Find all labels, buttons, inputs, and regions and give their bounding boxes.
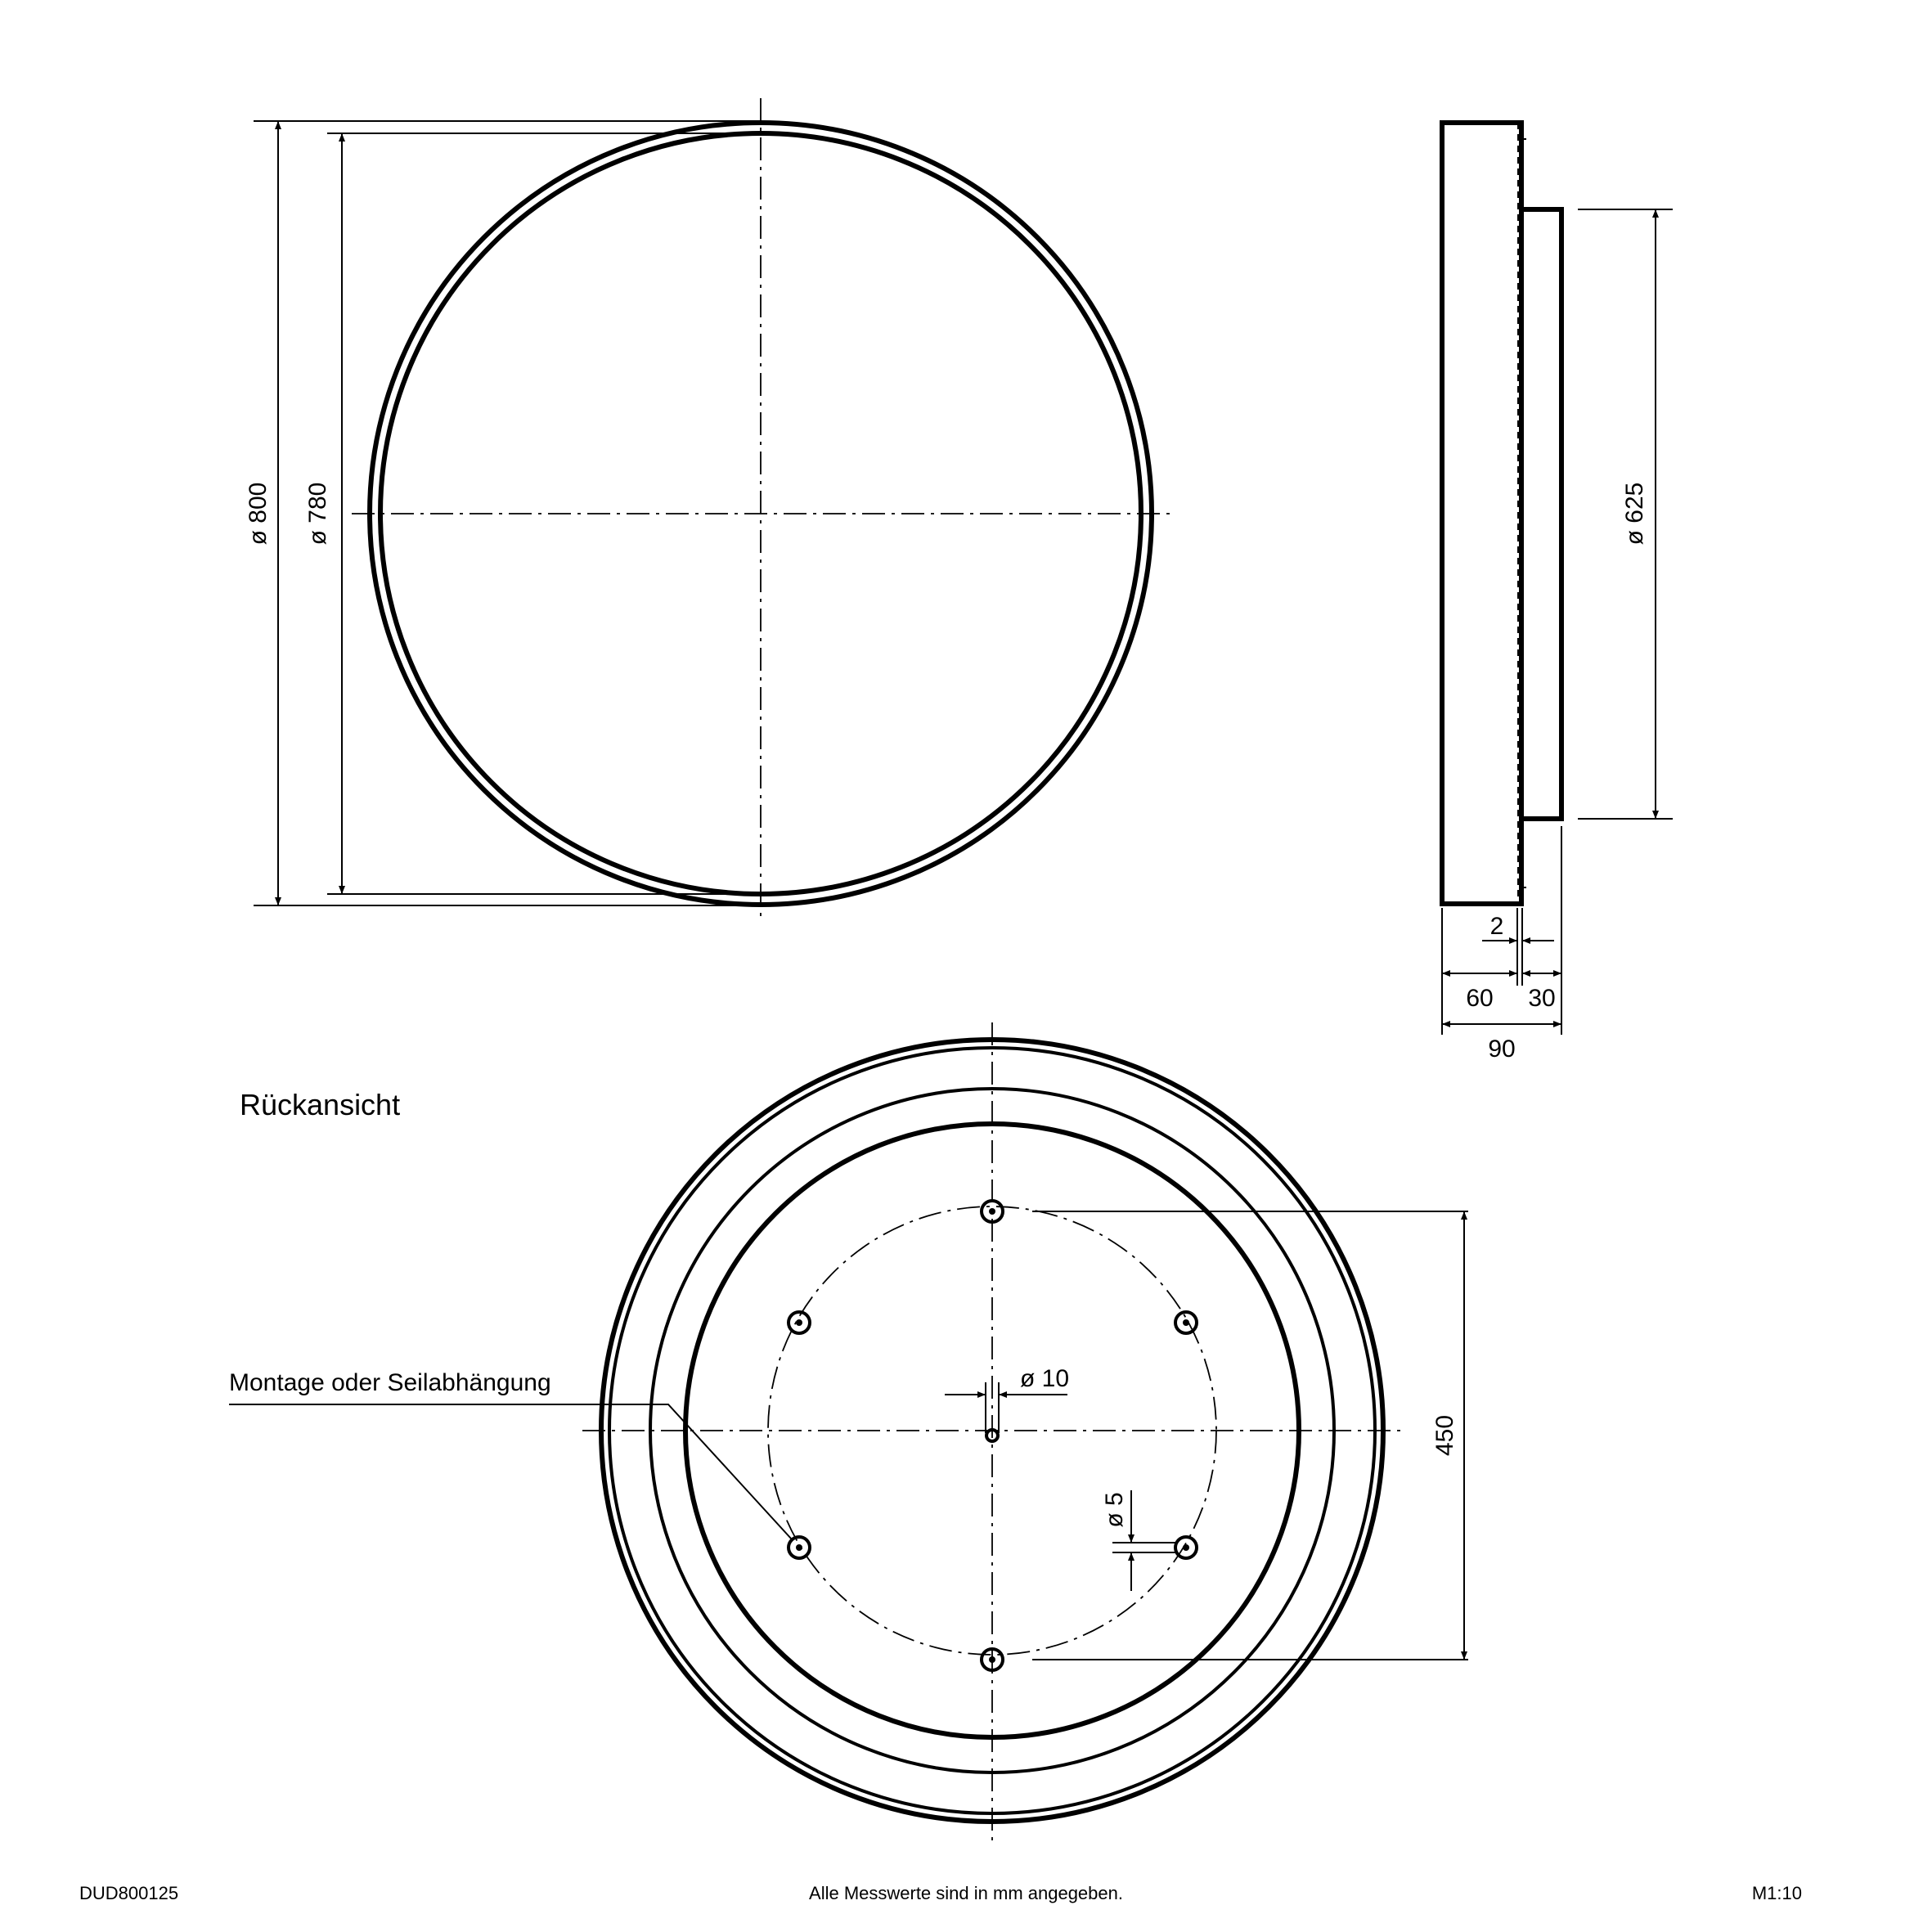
rear-view [229, 1022, 1468, 1840]
side-body-back [1521, 209, 1561, 819]
side-view [1442, 123, 1673, 1063]
dim-mount-hole-label: ø 5 [1101, 1492, 1128, 1528]
mount-hole-upper-left [789, 1312, 810, 1333]
dim-body-diameter-label: ø 625 [1621, 482, 1648, 546]
dim-depth-total-label: 90 [1488, 1036, 1516, 1063]
article-number: DUD800125 [79, 1883, 179, 1903]
dim-inner-diameter-label: ø 780 [304, 482, 331, 546]
dim-center-hole-label: ø 10 [1020, 1365, 1070, 1392]
measurement-note: Alle Messwerte sind in mm angegeben. [809, 1883, 1123, 1903]
rear-view-title: Rückansicht [240, 1088, 401, 1121]
side-body-front [1442, 123, 1521, 904]
scale-label: M1:10 [1751, 1883, 1802, 1903]
dim-depth-back-label: 30 [1528, 985, 1556, 1012]
front-view [245, 98, 1170, 920]
mount-label: Montage oder Seilabhängung [229, 1369, 551, 1396]
mount-hole-lower-right [1175, 1537, 1197, 1558]
footer [79, 1883, 1802, 1903]
dim-depth-front-label: 60 [1466, 985, 1494, 1012]
mount-label-leader [229, 1404, 792, 1539]
mount-hole-lower-left [789, 1537, 810, 1558]
dim-bolt-circle-label: 450 [1431, 1414, 1458, 1457]
dim-gap-label: 2 [1489, 913, 1504, 940]
mount-hole-upper-right [1175, 1312, 1197, 1333]
dim-outer-diameter-label: ø 800 [245, 482, 272, 546]
